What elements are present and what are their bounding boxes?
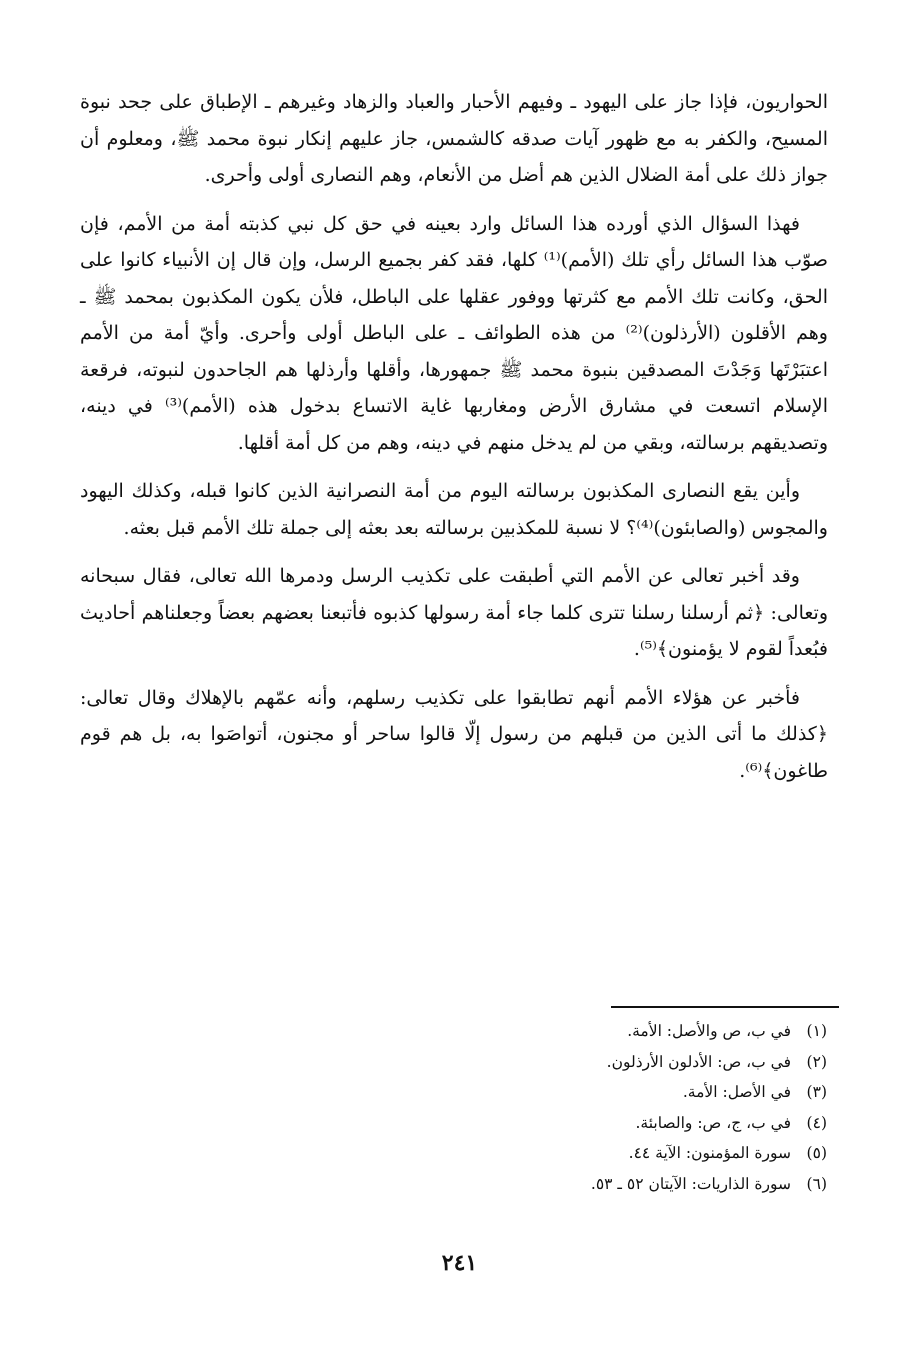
footnote-number: (٦): [806, 1174, 827, 1193]
paragraph: وأين يقع النصارى المكذبون برسالته اليوم من أمة النصرانية الذين كانوا قبله، وكذلك اليهود والمجوس (والصابئون)⁽⁴⁾؟ لا نسبة للمكذبين برسالته بعد بعثه إلى جملة تلك الأمم قبل بعثه.: [80, 480, 828, 539]
paragraph: فأخبر عن هؤلاء الأمم أنهم تطابقوا على تكذيب رسلهم، وأنه عمّهم بالإهلاك وقال تعالى: ﴿كذلك ما أتى الذين من قبلهم من رسول إلّا قالوا ساحر أو مجنون، أتواصَوا به، بل هم قوم طاغون﴾⁽⁶⁾.: [80, 686, 828, 782]
footnote-text: سورة الذاريات: الآيتان ٥٢ ـ ٥٣.: [590, 1174, 791, 1193]
footnote-text: سورة المؤمنون: الآية ٤٤.: [628, 1144, 791, 1162]
footnote-item: [227, 1108, 827, 1139]
footnote-number: (٣): [806, 1083, 827, 1101]
footnote-number: (٢): [806, 1052, 827, 1071]
footnote-item: [227, 1047, 827, 1078]
footnote-text: في ب، ص والأصل: الأمة.: [627, 1022, 791, 1040]
footnote-item: [227, 1138, 827, 1169]
footnote-item: [227, 1077, 827, 1108]
paragraph: الحواريون، فإذا جاز على اليهود ـ وفيهم الأحبار والعباد والزهاد وغيرهم ـ الإطباق على جحد نبوة المسيح، والكفر به مع ظهور آيات صدقه كالشمس، جاز عليهم إنكار نبوة محمد ﷺ، ومعلوم أن جواز ذلك على أمة الضلال الذين هم أضل من الأنعام، وهم النصارى أولى وأحرى.: [80, 91, 828, 186]
paragraph: وقد أخبر تعالى عن الأمم التي أطبقت على تكذيب الرسل ودمرها الله تعالى، فقال سبحانه وتعالى: ﴿ثم أرسلنا رسلنا تترى كلما جاء أمة رسولها كذبوه فأتبعنا بعضهم بعضاً وجعلناهم أحاديث فبُعداً لقوم لا يؤمنون﴾⁽⁵⁾.: [80, 565, 828, 660]
footnote-text: في ب، ص: الأدلون الأرذلون.: [606, 1052, 791, 1071]
footnote-text: في الأصل: الأمة.: [682, 1083, 791, 1101]
footnote-text: في ب، ج، ص: والصابئة.: [635, 1113, 791, 1132]
footnote-number: (١): [806, 1022, 827, 1040]
main-text: [80, 84, 828, 801]
footnote-number: (٥): [806, 1144, 827, 1162]
page-number: ٢٤١: [441, 1250, 478, 1276]
footnote-item: [227, 1169, 827, 1200]
footnote-number: (٤): [806, 1113, 827, 1132]
footnote-divider: [611, 1006, 839, 1008]
footnotes: [227, 1016, 827, 1199]
footnote-item: [227, 1016, 827, 1047]
paragraph: فهذا السؤال الذي أورده هذا السائل وارد بعينه في حق كل نبي كذبته أمة من الأمم، فإن صوّب هذا السائل رأي تلك (الأمم)⁽¹⁾ كلها، فقد كفر بجميع الرسل، وإن قال إن الأنبياء كانوا على الحق، وكانت تلك الأمم مع كثرتها ووفور عقلها على الباطل، فلأن يكون المكذبون بمحمد ﷺ ـ وهم الأقلون (الأرذلون)⁽²⁾ من هذه الطوائف ـ على الباطل أولى وأحرى. وأيّ أمة من الأمم اعتبَرْتَها وَجَدْتَ المصدقين بنبوة محمد ﷺ جمهورها، وأقلها وأرذلها هم الجاحدون لنبوته، فرقعة الإسلام اتسعت في مشارق الأرض ومغاربها غاية الاتساع بدخول هذه (الأمم)⁽³⁾ في دينه، وتصديقهم برسالته، وبقي من لم يدخل منهم في دينه، وهم من كل أمة أقلها.: [80, 212, 828, 454]
